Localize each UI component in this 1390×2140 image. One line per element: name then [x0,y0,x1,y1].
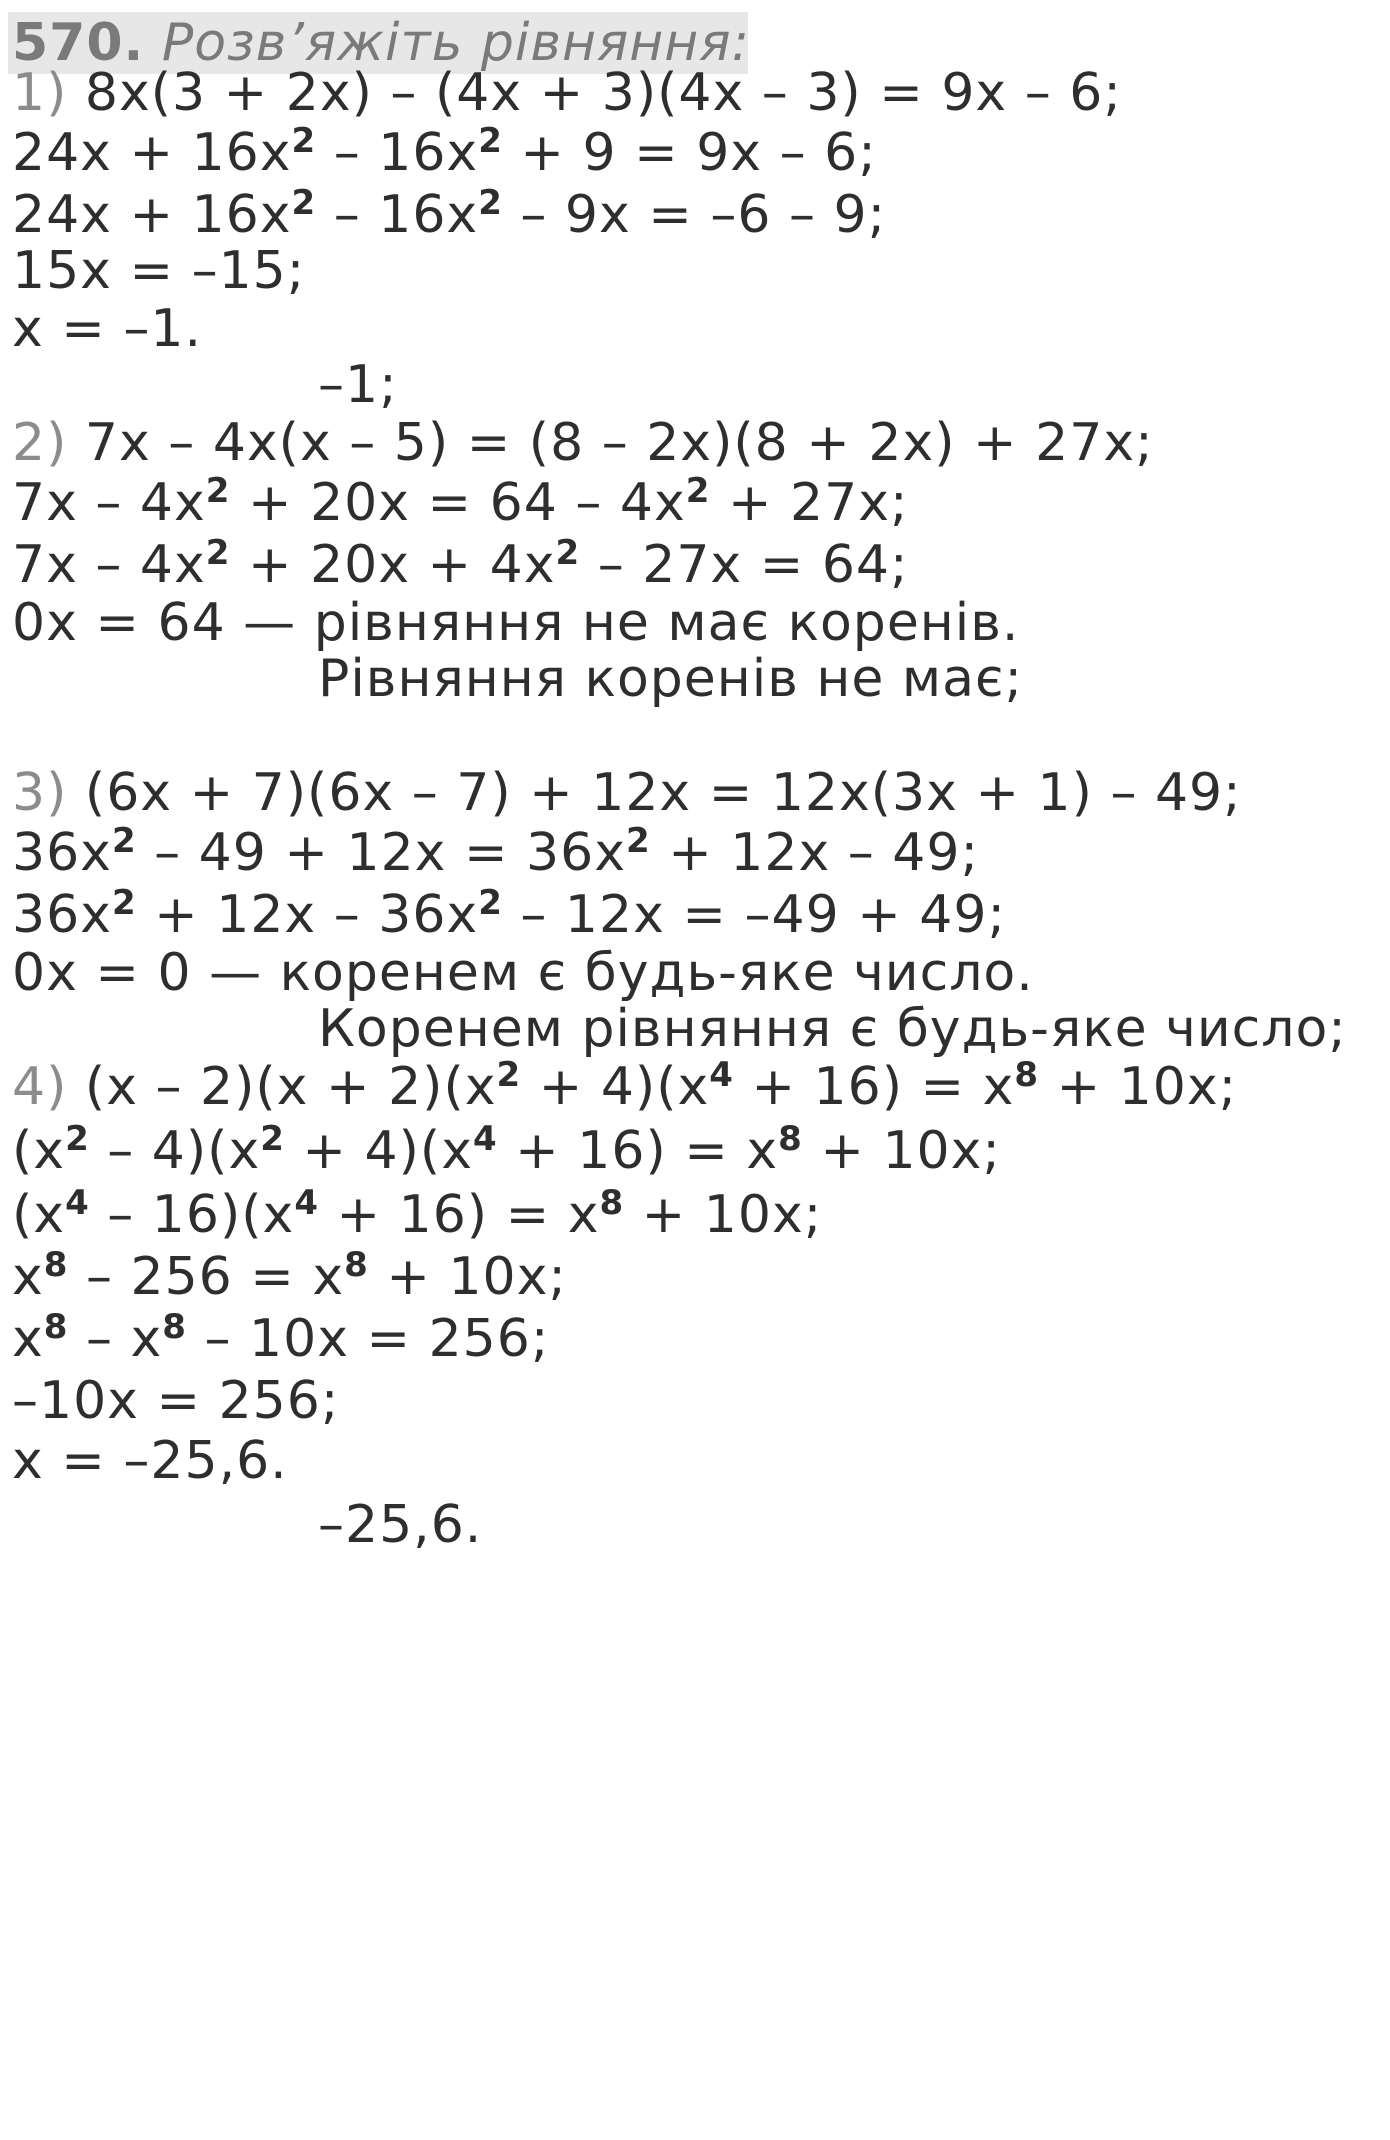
expression-text: –1; [318,355,398,415]
solution-line [12,240,305,302]
exponent: 2 [111,821,137,861]
expression-text: + 4)(x [284,1121,473,1181]
expression-text: (x – 2)(x + 2)(x [67,1057,497,1117]
expression-text: x = –1. [12,299,203,359]
exponent: 4 [472,1119,498,1159]
expression-text: –10x = 256; [12,1371,340,1431]
exponent: 2 [478,121,503,161]
expression-text: + 10x; [802,1121,1001,1181]
solution-line [12,1430,288,1492]
task-number: 570. [12,13,145,73]
solution-line [12,1056,1237,1118]
exponent: 8 [43,1307,69,1347]
exponent: 8 [162,1307,187,1347]
expression-text: – 16x [316,185,479,245]
exponent: 2 [496,1055,522,1095]
expression-text: Коренем рівняння є будь-яке число; [318,999,1347,1059]
exponent: 4 [709,1055,734,1095]
solution-line [318,354,398,416]
expression-text: 36x [12,885,112,945]
expression-text: + 27x; [710,473,909,533]
expression-text: 15x = –15; [12,241,306,301]
solution-line [12,822,979,884]
expression-text: + 9 = 9x – 6; [502,123,877,183]
expression-text: –25,6. [318,1495,483,1555]
item-number: 2) [12,413,68,473]
expression-text: 8x(3 + 2x) – (4x + 3)(4x – 3) = 9x – 6; [67,63,1122,123]
expression-text: 0x = 64 — рівняння не має коренів. [12,593,1020,653]
solution-line [318,1494,482,1556]
expression-text: – 27x = 64; [580,535,909,595]
solution-line [12,592,1019,654]
expression-text: – 12x = –49 + 49; [502,885,1006,945]
expression-text: + 10x; [368,1247,567,1307]
expression-text: 0x = 0 — коренем є будь-яке число. [12,943,1034,1003]
expression-text: + 16) = x [497,1121,779,1181]
expression-text: + 10x; [624,1185,823,1245]
solution-line [12,1370,339,1432]
exponent: 2 [626,821,651,861]
item-number: 4) [12,1057,68,1117]
exponent: 2 [111,883,137,923]
expression-text: – 10x = 256; [186,1309,550,1369]
item-number: 3) [12,763,68,823]
expression-text: 24x + 16x [12,123,292,183]
solution-line [12,298,202,360]
solution-line [12,1120,1001,1182]
exponent: 2 [260,1119,285,1159]
solution-line [12,1246,567,1308]
expression-text: + 12x – 49; [650,823,979,883]
exponent: 2 [205,471,231,511]
exponent: 2 [685,471,711,511]
exponent: 2 [555,533,581,573]
solution-line [12,184,886,246]
expression-text: 24x + 16x [12,185,292,245]
solution-line [12,534,909,596]
expression-text: + 10x; [1039,1057,1238,1117]
exponent: 8 [599,1183,625,1223]
expression-text: x = –25,6. [12,1431,288,1491]
expression-text: (6x + 7)(6x – 7) + 12x = 12x(3x + 1) – 49; [67,763,1242,823]
solution-line [12,472,909,534]
expression-text: 7x – 4x [12,535,206,595]
expression-text: x [12,1247,44,1307]
exponent: 2 [291,121,317,161]
expression-text: – 16)(x [89,1185,295,1245]
exponent: 2 [478,183,503,223]
exponent: 8 [344,1245,369,1285]
solution-line [318,648,1023,710]
solution-line [12,412,1154,474]
solution-line [12,942,1034,1004]
solution-line [12,122,877,184]
exponent: 2 [478,883,503,923]
solution-line [12,762,1242,824]
expression-text: + 20x + 4x [230,535,556,595]
exponent: 8 [1014,1055,1040,1095]
item-number: 1) [12,63,68,123]
expression-text: – 256 = x [68,1247,345,1307]
expression-text: – 4)(x [89,1121,261,1181]
solution-line [318,998,1347,1060]
expression-text: – 9x = –6 – 9; [502,185,887,245]
expression-text: 7x – 4x [12,473,206,533]
expression-text: – 49 + 12x = 36x [136,823,626,883]
expression-text: + 12x – 36x [136,885,479,945]
expression-text: + 16) = x [733,1057,1015,1117]
expression-text: + 4)(x [521,1057,710,1117]
solution-line [12,1308,549,1370]
exponent: 2 [205,533,231,573]
expression-text: Рівняння коренів не має; [318,649,1024,709]
exponent: 4 [294,1183,319,1223]
expression-text: – 16x [316,123,479,183]
expression-text: 7x – 4x(x – 5) = (8 – 2x)(8 + 2x) + 27x; [67,413,1154,473]
expression-text: (x [12,1185,66,1245]
exponent: 2 [65,1119,90,1159]
expression-text: x [12,1309,44,1369]
exponent: 2 [291,183,317,223]
solution-line [12,1184,822,1246]
solution-line [12,884,1006,946]
exponent: 4 [65,1183,90,1223]
expression-text: + 16) = x [318,1185,600,1245]
expression-text: 36x [12,823,112,883]
solution-line [12,62,1122,124]
task-title: Розв’яжіть рівняння: [161,13,751,73]
expression-text: (x [12,1121,66,1181]
expression-text: + 20x = 64 – 4x [230,473,686,533]
exponent: 8 [778,1119,803,1159]
exponent: 8 [43,1245,69,1285]
expression-text: – x [68,1309,163,1369]
